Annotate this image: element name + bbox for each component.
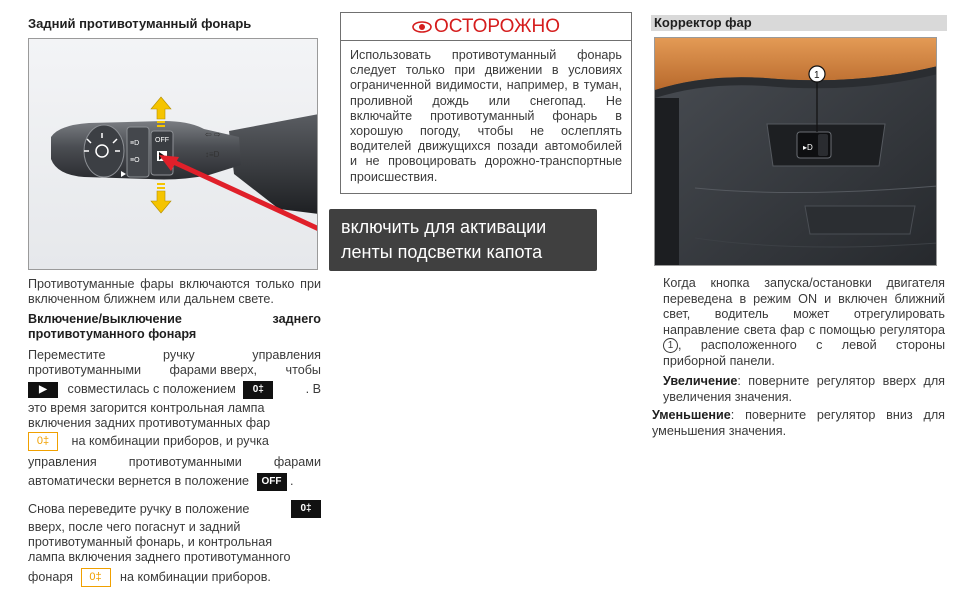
text: Когда кнопка запуска/остановки двигателя переведена в режим ON и включен ближний свет, водитель может отрегулировать направление света фар с помощью регулятора bbox=[663, 276, 945, 337]
svg-text:1: 1 bbox=[814, 70, 820, 81]
dashboard-figure bbox=[654, 37, 937, 266]
text: автоматически вернется в положение bbox=[28, 474, 249, 488]
warning-header bbox=[341, 13, 631, 41]
increase-label: Увеличение bbox=[663, 374, 738, 388]
paragraph-fog-lights-on: Противотуманные фары включаются только при включенном ближнем или дальнем свете. bbox=[28, 277, 321, 306]
down-arrow-icon bbox=[151, 183, 171, 213]
word: управления bbox=[252, 348, 321, 362]
decrease-label: Уменьшение bbox=[652, 408, 731, 422]
p2-line8: автоматически вернется в положение OFF . bbox=[28, 472, 321, 491]
stalk-illustration bbox=[29, 39, 318, 270]
callout-annotation bbox=[329, 209, 597, 271]
callout-line1: включить для активации bbox=[341, 217, 547, 237]
p2-line6 bbox=[28, 432, 321, 451]
subheading-part-a: Включение/выключение bbox=[28, 312, 182, 326]
rear-fog-position-icon: 0‡ bbox=[243, 381, 273, 399]
text: , расположенного с левой стороны приборной панели. bbox=[663, 338, 945, 368]
text: : поверните регулятор вверх для увеличения значения. bbox=[663, 374, 945, 404]
word: чтобы bbox=[285, 363, 321, 377]
p3-line1 bbox=[28, 500, 321, 518]
text: Снова переведите ручку в положение bbox=[28, 502, 250, 516]
off-position-icon: OFF bbox=[257, 473, 287, 491]
arrow-position-icon: ▶ bbox=[28, 382, 58, 398]
rear-fog-indicator-icon: 0‡ bbox=[28, 432, 58, 451]
paragraph-decrease bbox=[652, 408, 945, 439]
svg-text:≡O: ≡O bbox=[130, 157, 140, 164]
p2-line4: это время загорится контрольная лампа bbox=[28, 401, 265, 415]
callout-line2: ленты подсветки капота bbox=[341, 242, 543, 262]
eye-warning-icon bbox=[412, 21, 432, 33]
warning-title: ОСТОРОЖНО bbox=[433, 16, 561, 37]
p3-line2: вверх, после чего погаснут и задний bbox=[28, 520, 241, 534]
word: ручку bbox=[163, 348, 195, 362]
p3-line3: противотуманный фонарь, и контрольная bbox=[28, 535, 273, 549]
svg-text:↕≡D: ↕≡D bbox=[205, 150, 220, 159]
p2-line3 bbox=[28, 380, 321, 399]
text: совместилась с положением bbox=[67, 382, 236, 396]
p2-line1 bbox=[28, 348, 321, 363]
text: на комбинации приборов, и ручка bbox=[71, 434, 269, 448]
warning-box bbox=[340, 12, 632, 194]
section-title-headlamp-leveler: Корректор фар bbox=[651, 15, 947, 31]
p2-line5: включения задних противотуманных фар bbox=[28, 416, 271, 430]
p2-line7 bbox=[28, 455, 321, 470]
rear-fog-position-icon-2: 0‡ bbox=[291, 500, 321, 518]
p3-line5 bbox=[28, 567, 321, 587]
svg-text:≡D: ≡D bbox=[130, 140, 140, 147]
subheading-line2: противотуманного фонаря bbox=[28, 327, 197, 341]
word: фарами bbox=[273, 455, 321, 469]
svg-text:OFF: OFF bbox=[155, 137, 169, 144]
paragraph-increase bbox=[663, 374, 945, 405]
p2-line2 bbox=[28, 363, 321, 378]
subheading-part-b: заднего bbox=[272, 312, 321, 326]
word: фарами вверх, bbox=[169, 363, 257, 377]
p3-line4: лампа включения заднего противотуманного bbox=[28, 550, 291, 564]
text: фонаря bbox=[28, 570, 74, 584]
rear-fog-indicator-icon-2: 0‡ bbox=[81, 568, 111, 587]
section-title-rear-fog: Задний противотуманный фонарь bbox=[28, 16, 252, 31]
leveler-number-icon: 1 bbox=[663, 338, 678, 353]
word: Переместите bbox=[28, 348, 106, 362]
word: управления bbox=[28, 455, 97, 469]
dashboard-illustration bbox=[655, 38, 937, 266]
svg-text:⇦ ⇨: ⇦ ⇨ bbox=[205, 130, 221, 139]
word: противотуманными bbox=[28, 363, 142, 377]
warning-body: Использовать противотуманный фонарь следует только при движении в условиях ограниченной видимости, например, в туман, проливной дождь или снегопад. Не включайте противотуманный фонарь в хорошую погоду, чтобы не ослеплять водителей движущихся позади автомобилей и не провоцировать дорожно-транспортные происшествия. bbox=[350, 48, 622, 184]
text: : поверните регулятор вниз для уменьшения значения. bbox=[652, 408, 945, 438]
stalk-figure bbox=[28, 38, 318, 270]
paragraph-leveler-description bbox=[663, 276, 945, 369]
word: противотуманными bbox=[128, 455, 242, 469]
text: . В bbox=[305, 382, 321, 396]
svg-text:▸D: ▸D bbox=[803, 143, 813, 152]
subheading-line1 bbox=[28, 312, 321, 327]
text: на комбинации приборов. bbox=[120, 570, 271, 584]
